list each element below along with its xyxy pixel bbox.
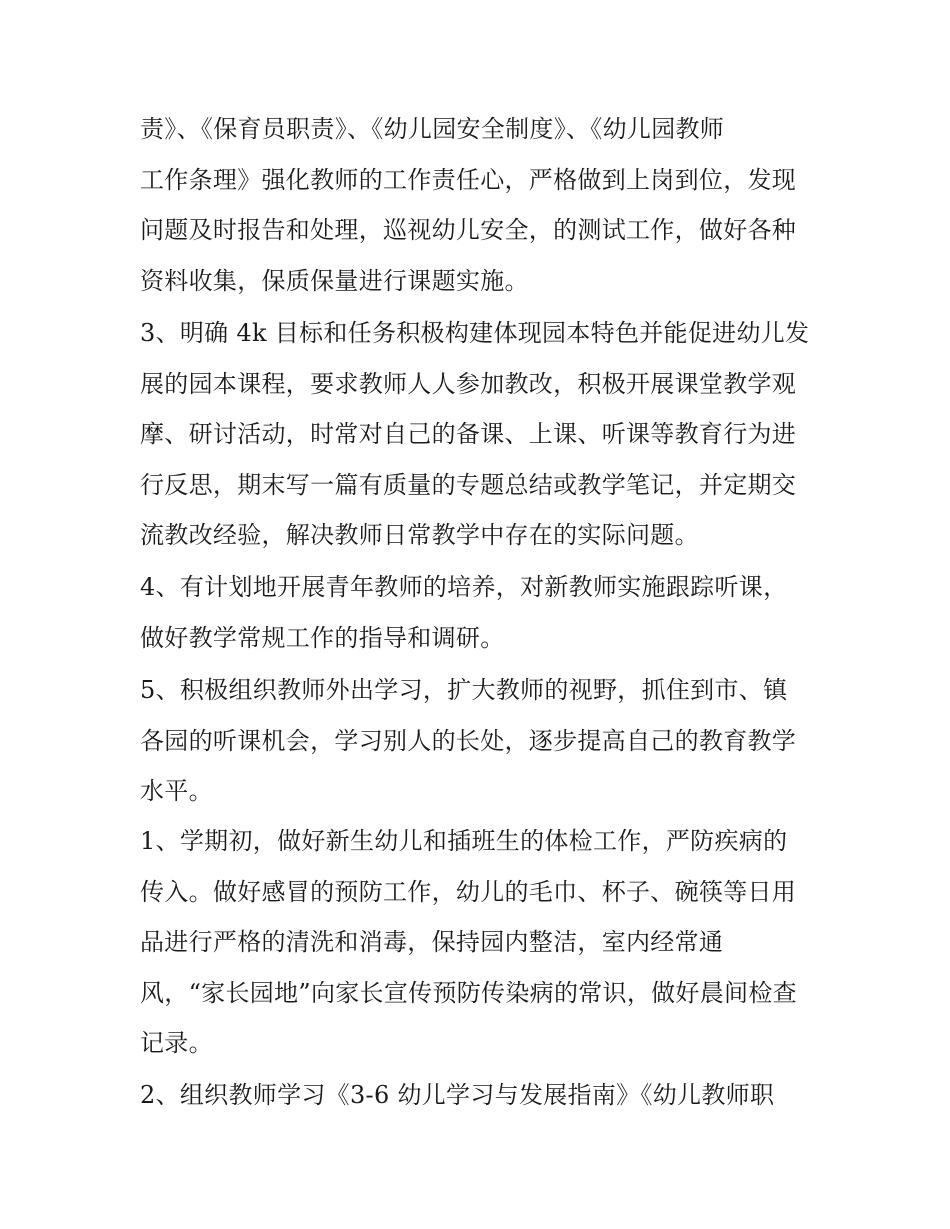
text-line: 工作条理》强化教师的工作责任心，严格做到上岗到位，发现 (140, 165, 797, 194)
paragraph-responsibilities (140, 104, 830, 306)
text-line: 责》、《保育员职责》、《幼儿园安全制度》、《幼儿园教师 (140, 115, 725, 143)
paragraph-item-3 (140, 308, 830, 561)
text-line: 4、有计划地开展青年教师的培养，对新教师实施跟踪听课， (140, 573, 788, 601)
paragraph-health-item-2 (140, 1070, 830, 1121)
text-line: 各园的听课机会，学习别人的长处，逐步提高自己的教育教学 (140, 726, 797, 755)
text-line: 1、学期初，做好新生幼儿和插班生的体检工作，严防疾病的 (140, 827, 788, 855)
text-line: 行反思，期末写一篇有质量的专题总结或教学笔记，并定期交 (140, 470, 797, 499)
paragraph-item-4 (140, 562, 830, 663)
text-line: 风，“家长园地”向家长宣传预防传染病的常识，做好晨间检查 (140, 978, 797, 1007)
text-line: 记录。 (140, 1029, 213, 1058)
text-line: 3、明确 4k 目标和任务积极构建体现园本特色并能促进幼儿发 (140, 319, 810, 347)
text-line: 2、组织教师学习《3-6 幼儿学习与发展指南》《幼儿教师职 (140, 1081, 775, 1109)
text-line: 传入。做好感冒的预防工作，幼儿的毛巾、杯子、碗筷等日用 (140, 877, 797, 906)
text-line: 做好教学常规工作的指导和调研。 (140, 623, 505, 652)
text-line: 展的园本课程，要求教师人人参加教改，积极开展课堂教学观 (140, 369, 797, 398)
text-line: 摩、研讨活动，时常对自己的备课、上课、听课等教育行为进 (140, 420, 797, 449)
text-line: 5、积极组织教师外出学习，扩大教师的视野，抓住到市、镇 (140, 676, 788, 704)
text-line: 流教改经验，解决教师日常教学中存在的实际问题。 (140, 521, 699, 550)
text-line: 品进行严格的清洗和消毒，保持园内整洁，室内经常通 (140, 928, 724, 957)
text-line: 资料收集，保质保量进行课题实施。 (140, 266, 529, 295)
paragraph-health-item-1 (140, 816, 830, 1069)
paragraph-item-5 (140, 665, 830, 817)
text-line: 水平。 (140, 777, 213, 806)
text-line: 问题及时报告和处理，巡视幼儿安全，的测试工作，做好各种 (140, 216, 797, 245)
